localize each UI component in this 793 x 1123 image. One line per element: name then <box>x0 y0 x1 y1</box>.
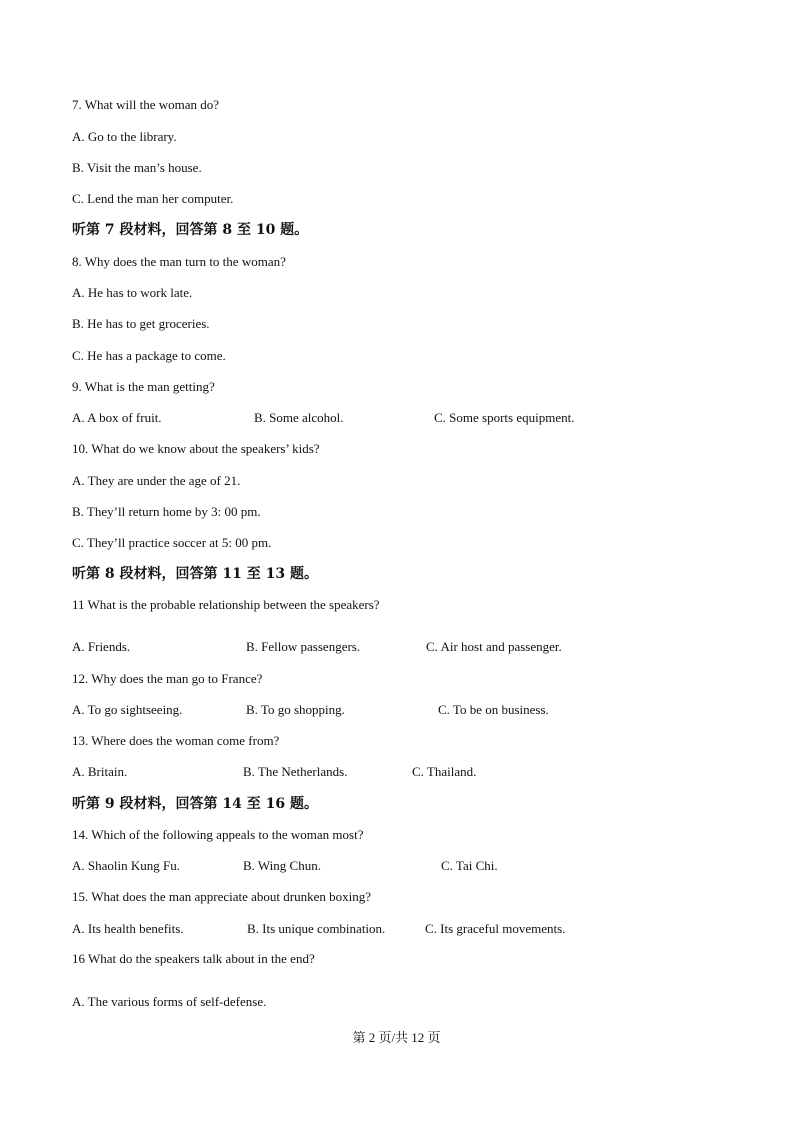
section-heading-8: 听第 8 段材料，回答第 11 至 13 题。 <box>72 566 318 582</box>
question-7-stem: 7. What will the woman do? <box>72 97 220 112</box>
question-12-option-a: A. To go sightseeing. <box>72 702 183 717</box>
question-8-stem: 8. Why does the man turn to the woman? <box>72 254 286 269</box>
question-11-stem: 11 What is the probable relationship between the speakers? <box>72 597 380 612</box>
question-13-option-a: A. Britain. <box>72 764 128 779</box>
question-14-option-b: B. Wing Chun. <box>243 858 321 873</box>
question-7-option-b: B. Visit the man’s house. <box>72 160 202 175</box>
question-8-option-c: C. He has a package to come. <box>72 348 226 363</box>
question-9-option-c: C. Some sports equipment. <box>434 410 575 425</box>
question-15-option-c: C. Its graceful movements. <box>425 921 566 936</box>
question-16-option-a: A. The various forms of self-defense. <box>72 994 267 1009</box>
section-heading-7: 听第 7 段材料，回答第 8 至 10 题。 <box>72 222 309 238</box>
question-8-option-a: A. He has to work late. <box>72 285 193 300</box>
question-13-option-c: C. Thailand. <box>412 764 477 779</box>
question-14-option-c: C. Tai Chi. <box>441 858 498 873</box>
question-7-option-c: C. Lend the man her computer. <box>72 191 234 206</box>
question-11-option-c: C. Air host and passenger. <box>426 639 562 654</box>
question-10-option-a: A. They are under the age of 21. <box>72 473 241 488</box>
question-14-option-a: A. Shaolin Kung Fu. <box>72 858 180 873</box>
question-13-option-b: B. The Netherlands. <box>243 764 348 779</box>
page-number-footer: 第 2 页/共 12 页 <box>352 1030 441 1045</box>
question-16-stem: 16 What do the speakers talk about in the end? <box>72 951 315 966</box>
question-9-stem: 9. What is the man getting? <box>72 379 215 394</box>
question-12-stem: 12. Why does the man go to France? <box>72 671 263 686</box>
question-8-option-b: B. He has to get groceries. <box>72 316 210 331</box>
question-13-stem: 13. Where does the woman come from? <box>72 733 280 748</box>
question-15-stem: 15. What does the man appreciate about drunken boxing? <box>72 889 372 904</box>
question-9-option-a: A. A box of fruit. <box>72 410 162 425</box>
question-10-stem: 10. What do we know about the speakers’ kids? <box>72 441 320 456</box>
question-14-stem: 14. Which of the following appeals to the woman most? <box>72 827 364 842</box>
question-11-option-b: B. Fellow passengers. <box>246 639 361 654</box>
question-12-option-c: C. To be on business. <box>438 702 549 717</box>
question-15-option-a: A. Its health benefits. <box>72 921 184 936</box>
section-heading-9: 听第 9 段材料，回答第 14 至 16 题。 <box>72 796 318 812</box>
question-12-option-b: B. To go shopping. <box>246 702 345 717</box>
question-10-option-b: B. They’ll return home by 3: 00 pm. <box>72 504 261 519</box>
question-7-option-a: A. Go to the library. <box>72 129 177 144</box>
question-11-option-a: A. Friends. <box>72 639 131 654</box>
question-10-option-c: C. They’ll practice soccer at 5: 00 pm. <box>72 535 272 550</box>
question-9-option-b: B. Some alcohol. <box>254 410 344 425</box>
question-15-option-b: B. Its unique combination. <box>247 921 386 936</box>
